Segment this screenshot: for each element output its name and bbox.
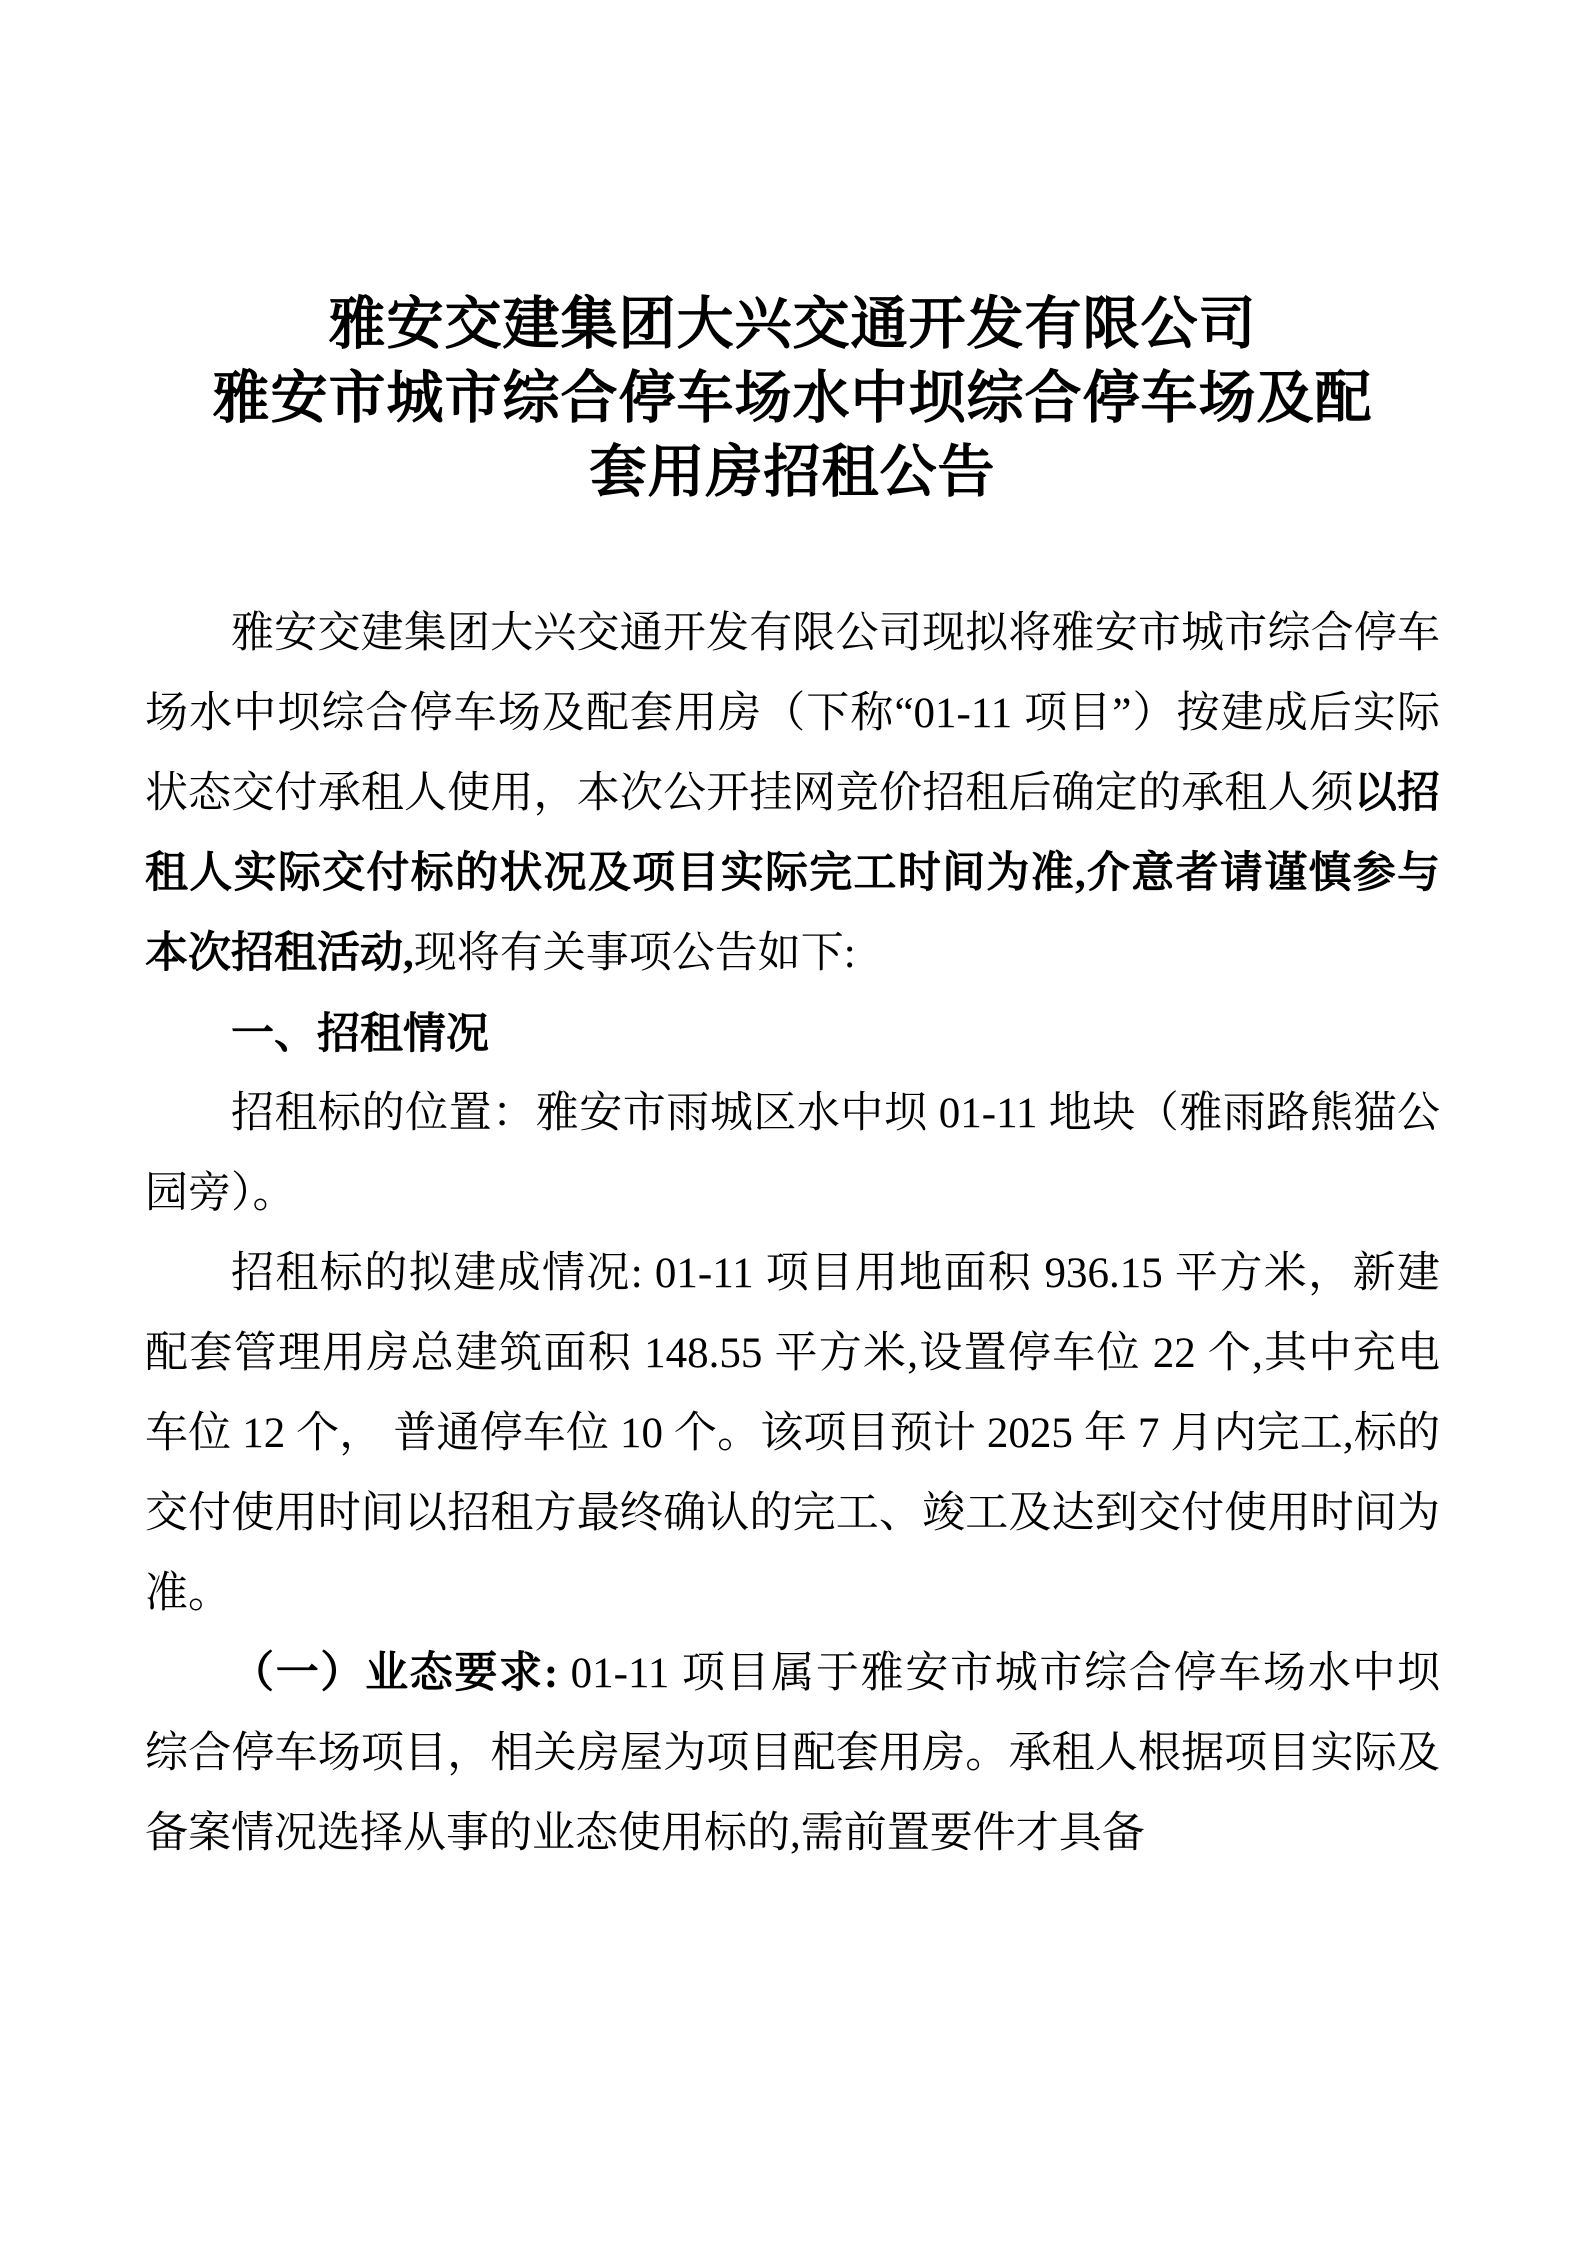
paragraph — [145, 1234, 1440, 1634]
paragraph — [145, 1074, 1440, 1234]
text-run: 一、招租情况 — [231, 1010, 489, 1058]
text-run: （一）业态要求: — [231, 1650, 571, 1697]
text-run: 雅安交建集团大兴交通开发有限公司现拟将雅安市城市综合停车场水中坝综合停车场及配套用房（下称“01-11 项目”）按建成后实际状态交付承租人使用，本次公开挂网竞价招租后确定的承租人须 — [145, 610, 1440, 817]
text-run: 招租标的位置：雅安市雨城区水中坝 01-11 地块（雅雨路熊猫公园旁）。 — [145, 1090, 1440, 1217]
text-run: 现将有关事项公告如下: — [413, 930, 856, 977]
text-run: 以招租人实际交付标的状况及项目实际完工时间为准,介意者请谨慎参与本次招租活动, — [145, 770, 1441, 977]
section-heading — [145, 994, 1440, 1074]
document-title — [145, 288, 1440, 510]
paragraph — [145, 1634, 1440, 1874]
text-run: 01-11 项目属于雅安市城市综合停车场水中坝综合停车场项目，相关房屋为项目配套用房。承租人根据项目实际及备案情况选择从事的业态使用标的,需前置要件才具备 — [145, 1650, 1440, 1857]
paragraph — [145, 594, 1440, 994]
document-title-line-2: 雅安市城市综合停车场水中坝综合停车场及配 — [212, 367, 1373, 430]
document-title-line-1: 雅安交建集团大兴交通开发有限公司 — [328, 293, 1257, 356]
document-body — [145, 594, 1440, 1874]
document-title-line-3: 套用房招租公告 — [589, 441, 996, 504]
text-run: 招租标的拟建成情况: 01-11 项目用地面积 936.15 平方米，新建配套管理用房总建筑面积 148.55 平方米,设置停车位 22 个,其中充电车位 12 个， 普通停车位 10 个。该项目预计 2025 年 7 月内完工,标的交付使用时间以招租方最终确认的完工、竣工及达到交付使用时间为准。 — [145, 1250, 1440, 1617]
